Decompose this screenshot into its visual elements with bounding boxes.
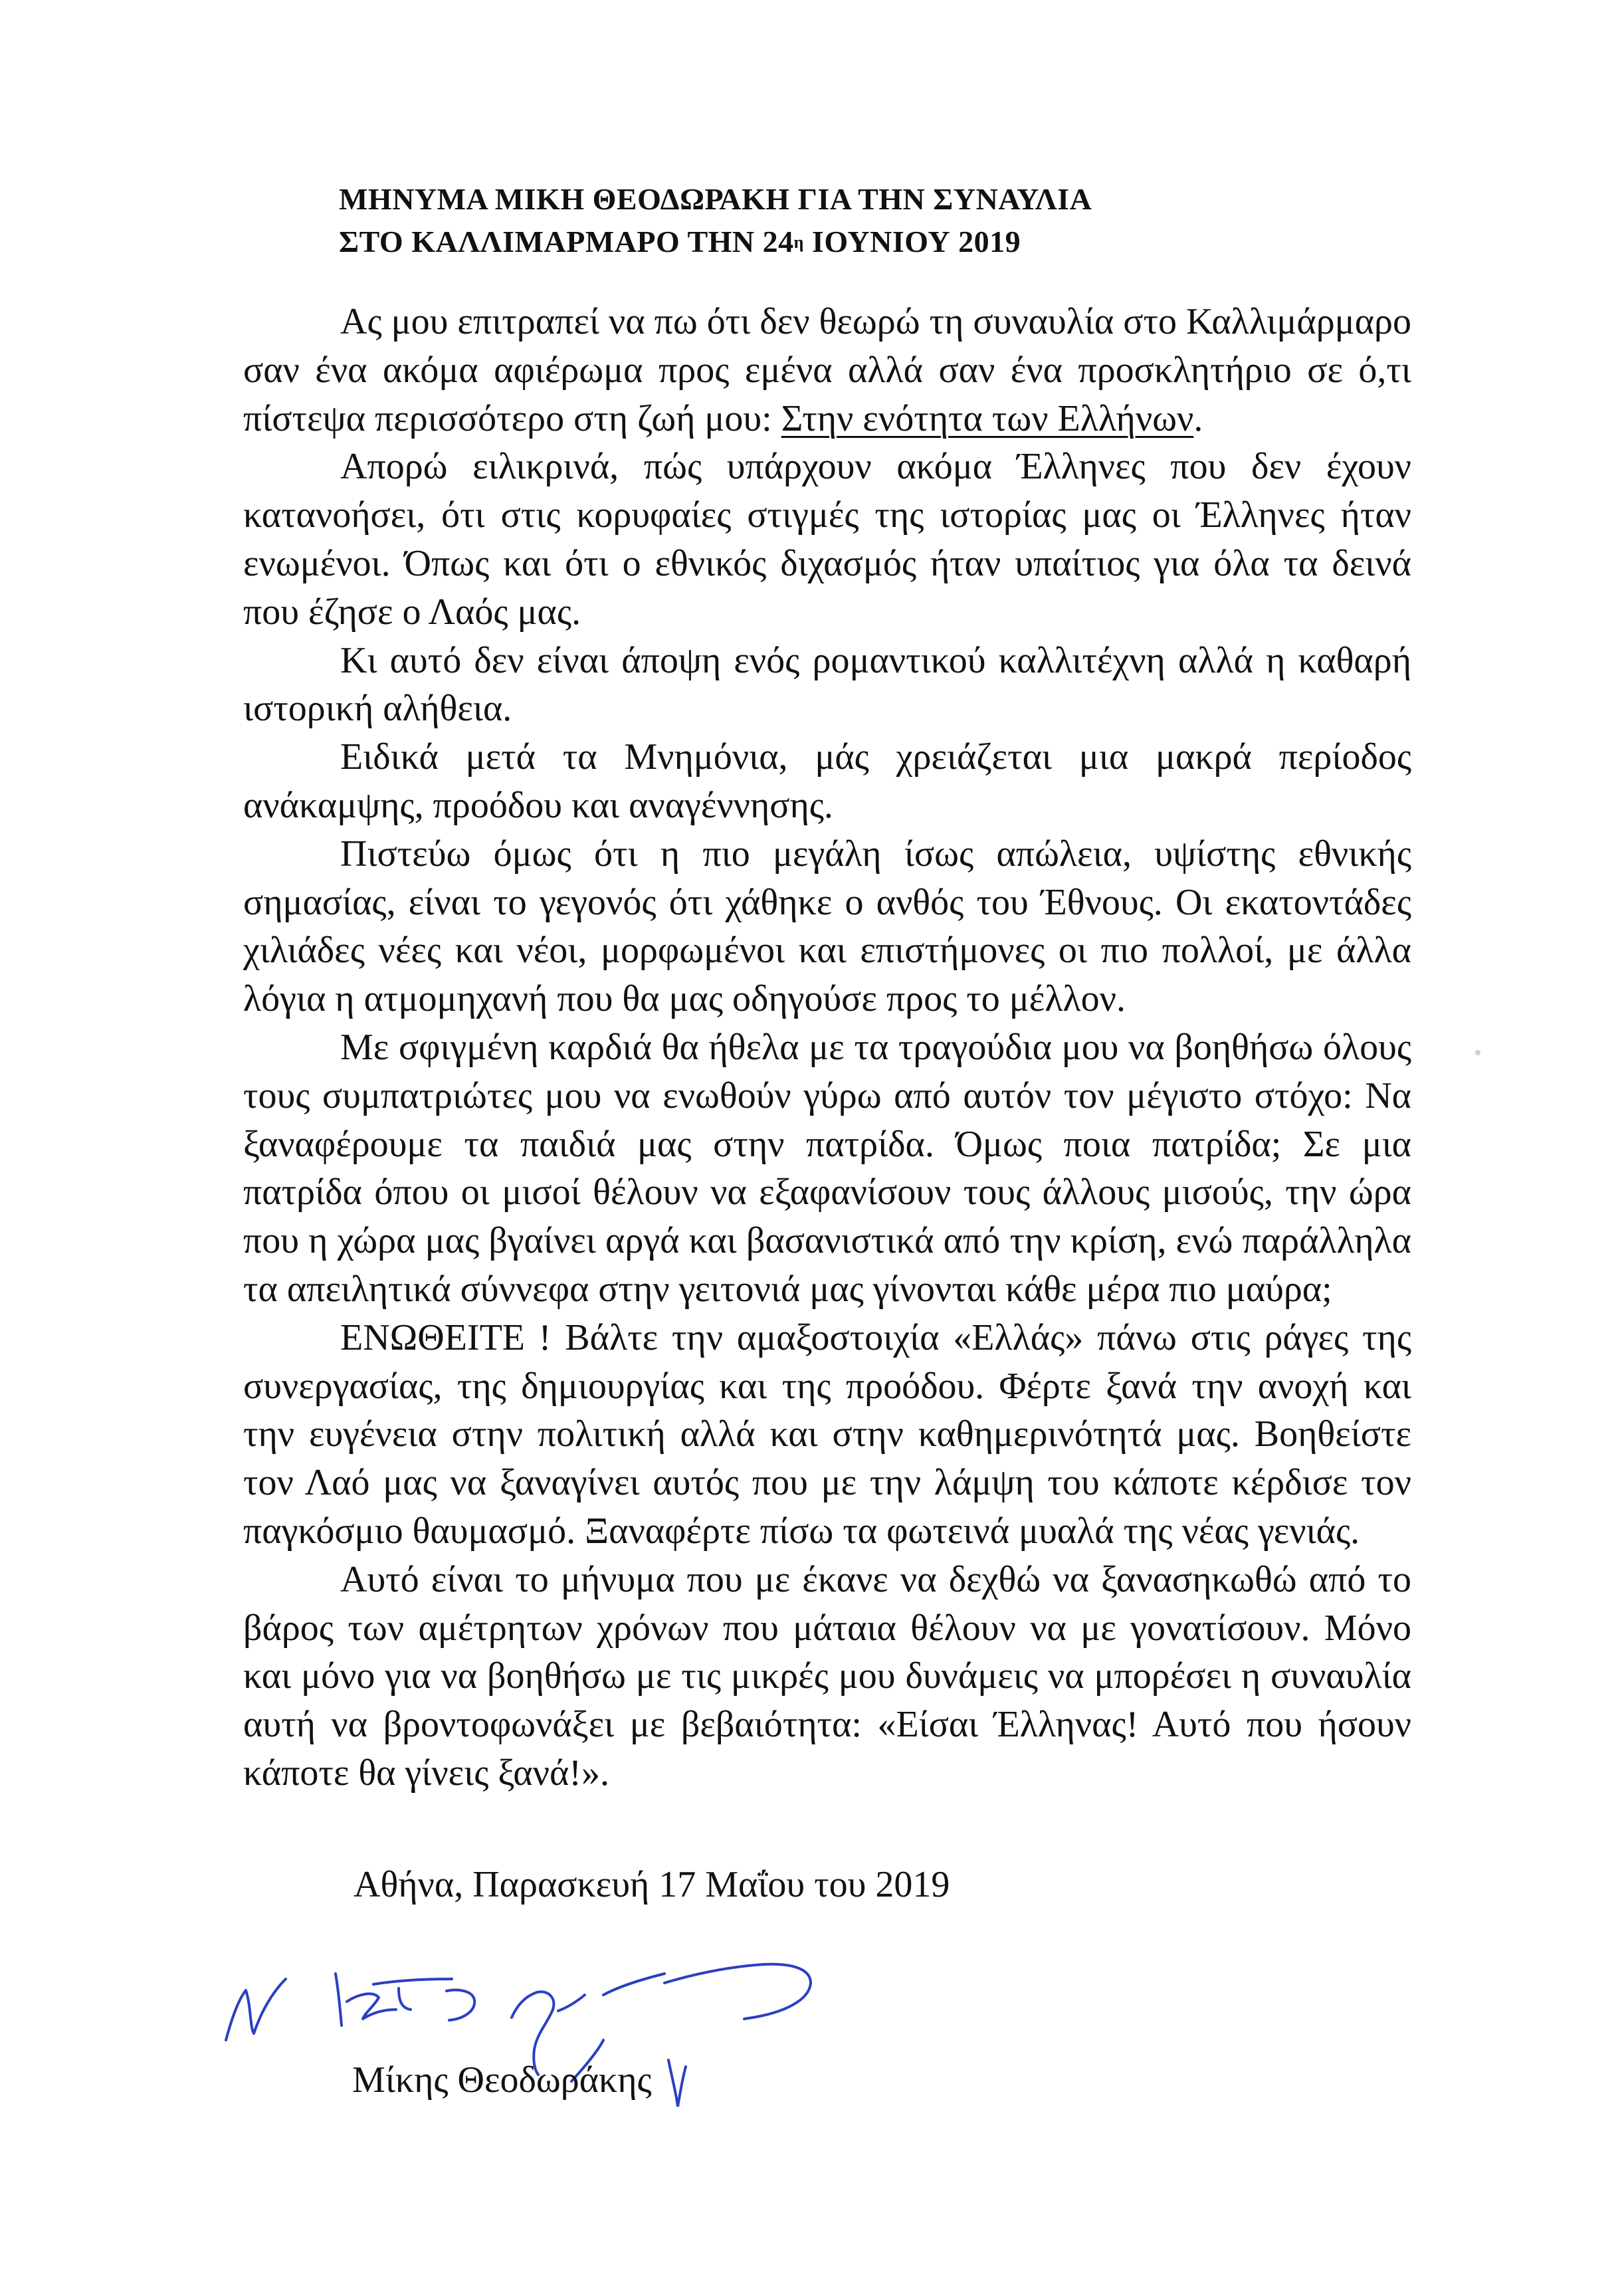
title-line-2-start: ΣΤΟ ΚΑΛΛΙΜΑΡΜΑΡΟ ΤΗΝ 24 <box>339 225 794 259</box>
paragraph-2: Απορώ ειλικρινά, πώς υπάρχουν ακόμα Έλληνες που δεν έχουν κατανοήσει, ότι στις κορυφαίες στιγμές της ιστορίας μας οι Έλληνες ήταν ενωμένοι. Όπως και ότι ο εθνικός διχασμός ήταν υπαίτιος για όλα τα δεινά που έζησε ο Λαός μας. <box>243 446 1411 633</box>
title-line-2 <box>339 221 1402 268</box>
letter-body <box>243 298 1411 1798</box>
paragraph-3: Κι αυτό δεν είναι άποψη ενός ρομαντικού καλλιτέχνη αλλά η καθαρή ιστορική αλήθεια. <box>243 639 1411 730</box>
paragraph-1-period: . <box>1193 397 1203 439</box>
paragraph-6: Με σφιγμένη καρδιά θα ήθελα με τα τραγούδια μου να βοηθήσω όλους τους συμπατριώτες μου να ενωθούν γύρω από αυτόν τον μέγιστο στόχο: Να ξαναφέρουμε τα παιδιά μας στην πατρίδα. Όμως ποια πατρίδα; Σε μια πατρίδα όπου οι μισοί θέλουν να εξαφανίσουν τους άλλους μισούς, την ώρα που η χώρα μας βγαίνει αργά και βασανιστικά από την κρίση, ενώ παράλληλα τα απειλητικά σύννεφα στην γειτονιά μας γίνονται κάθε μέρα πιο μαύρα; <box>243 1026 1411 1310</box>
paragraph-1-text: Ας μου επιτραπεί να πω ότι δεν θεωρώ τη συναυλία στο Καλλιμάρμαρο σαν ένα ακόμα αφιέρωμα προς εμένα αλλά σαν ένα προσκλητήριο σε ό,τι πίστεψα περισσότερο στη ζωή μου: <box>243 301 1411 439</box>
signature-flourish <box>664 2053 688 2113</box>
paragraph-5: Πιστεύω όμως ότι η πιο μεγάλη ίσως απώλεια, υψίστης εθνικής σημασίας, είναι το γεγονός ότι χάθηκε ο ανθός του Έθνους. Οι εκατοντάδες χιλιάδες νέες και νέοι, μορφωμένοι και επιστήμονες οι πιο πολλοί, με άλλα λόγια η ατμομηχανή που θα μας οδηγούσε προς το μέλλον. <box>243 833 1411 1020</box>
paragraph-1 <box>243 298 1411 443</box>
paragraph-4: Ειδικά μετά τα Μνημόνια, μάς χρειάζεται μια μακρά περίοδος ανάκαμψης, προόδου και αναγέννησης. <box>243 736 1411 826</box>
paper-speck <box>1475 1050 1480 1055</box>
title-ordinal-superscript: η <box>793 233 804 252</box>
title-line-2-end: ΙΟΥΝΙΟΥ 2019 <box>803 225 1021 259</box>
paragraph-8: Αυτό είναι το μήνυμα που με έκανε να δεχθώ να ξανασηκωθώ από το βάρος των αμέτρητων χρόνων που μάταια θέλουν να με γονατίσουν. Μόνο και μόνο για να βοηθήσω με τις μικρές μου δυνάμεις να μπορέσει η συναυλία αυτή να βροντοφωνάξει με βεβαιότητα: «Είσαι Έλληνας! Αυτό που ήσουν κάποτε θα γίνεις ξανά!». <box>243 1558 1411 1794</box>
signer-name: Μίκης Θεοδωράκης <box>352 2059 652 2101</box>
paragraph-7: ΕΝΩΘΕΙΤΕ ! Βάλτε την αμαξοστοιχία «Ελλάς» πάνω στις ράγες της συνεργασίας, της δημιουργίας και της προόδου. Φέρτε ξανά την ανοχή και την ευγένεια στην πολιτική αλλά και στην καθημερινότητά μας. Βοηθείστε τον Λαό μας να ξαναγίνει αυτός που με την λάμψη του κάποτε κέρδισε τον παγκόσμιο θαυμασμό. Ξαναφέρτε πίσω τα φωτεινά μυαλά της νέας γενιάς. <box>243 1316 1411 1552</box>
title-line-1: ΜΗΝΥΜΑ ΜΙΚΗ ΘΕΟΔΩΡΑΚΗ ΓΙΑ ΤΗΝ ΣΥΝΑΥΛΙΑ <box>339 182 1092 216</box>
dateline: Αθήνα, Παρασκευή 17 Μαΐου του 2019 <box>354 1864 950 1905</box>
letter-title <box>339 178 1402 268</box>
paragraph-1-underlined-phrase: Στην ενότητα των Ελλήνων <box>781 397 1194 439</box>
